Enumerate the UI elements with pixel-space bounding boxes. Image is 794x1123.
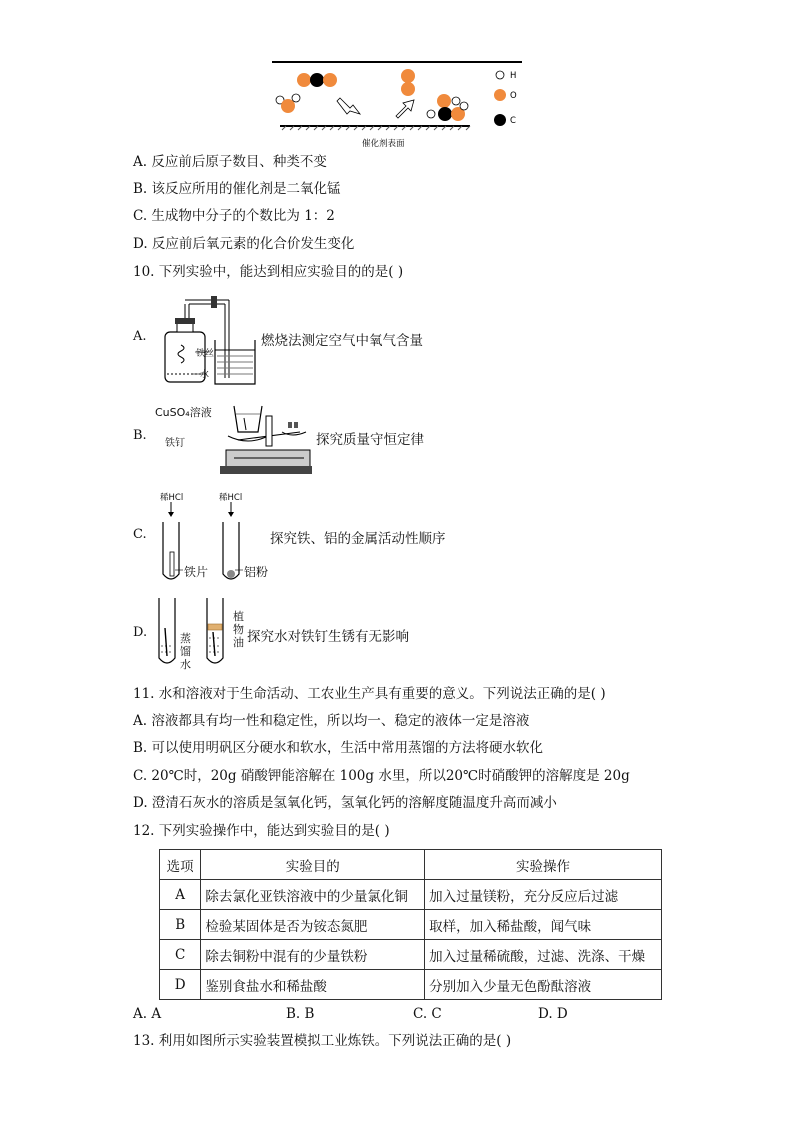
- legend-o-swatch: [494, 89, 506, 101]
- dilute-hcl-label-right: 稀HCl: [219, 493, 243, 503]
- cell-operation: 加入过量镁粉，充分反应后过滤: [425, 880, 662, 910]
- cell-operation: 分别加入少量无色酚酞溶液: [425, 970, 662, 1000]
- q10-option-d-letter: D.: [133, 625, 148, 640]
- iron-sheet-label: 铁片: [184, 565, 209, 579]
- q9-option-d: D. 反应前后氧元素的化合价发生变化: [133, 236, 355, 252]
- q10-option-c-letter: C.: [133, 527, 147, 542]
- vegetable-oil-label: 植物油: [233, 610, 244, 649]
- cell-purpose: 鉴别食盐水和稀盐酸: [201, 970, 425, 1000]
- header-operation: 实验操作: [425, 850, 662, 880]
- table-row: [160, 880, 662, 910]
- cell-option: D: [160, 970, 201, 1000]
- iron-wire-label: 铁丝: [196, 349, 215, 359]
- aluminum-powder-label: 铝粉: [244, 565, 269, 579]
- cell-purpose: 除去氯化亚铁溶液中的少量氯化铜: [201, 880, 425, 910]
- legend-c-swatch: [494, 114, 506, 126]
- table-row: [160, 910, 662, 940]
- table-row: [160, 940, 662, 970]
- cell-purpose: 除去铜粉中混有的少量铁粉: [201, 940, 425, 970]
- q12-table: [159, 849, 662, 1000]
- q10-option-d-text: 探究水对铁钉生锈有无影响: [247, 629, 409, 645]
- q11-option-d: D. 澄清石灰水的溶质是氢氧化钙，氢氧化钙的溶解度随温度升高而减小: [133, 795, 557, 811]
- q10-option-a-text: 燃烧法测定空气中氧气含量: [261, 333, 423, 349]
- q9-option-c: C. 生成物中分子的个数比为 1：2: [133, 208, 335, 224]
- q10-option-c-text: 探究铁、铝的金属活动性顺序: [270, 531, 446, 547]
- header-option: 选项: [160, 850, 201, 880]
- legend-c-label: C: [510, 116, 516, 126]
- cuso4-label: CuSO₄溶液: [155, 406, 212, 419]
- q9-option-a: A. 反应前后原子数目、种类不变: [133, 154, 327, 170]
- distilled-water-label: 蒸馏水: [180, 632, 191, 671]
- table-row: [160, 970, 662, 1000]
- q10-option-b-text: 探究质量守恒定律: [316, 432, 424, 448]
- q11-stem: 11. 水和溶液对于生命活动、工农业生产具有重要的意义。下列说法正确的是( ): [133, 686, 606, 702]
- header-purpose: 实验目的: [201, 850, 425, 880]
- q12-choice-b: B. B: [286, 1006, 315, 1022]
- q9-option-b: B. 该反应所用的催化剂是二氧化锰: [133, 181, 341, 197]
- cell-operation: 取样，加入稀盐酸，闻气味: [425, 910, 662, 940]
- cell-option: C: [160, 940, 201, 970]
- catalyst-reaction-figure: [270, 60, 530, 152]
- q12-choice-c: C. C: [413, 1006, 442, 1022]
- table-header-row: [160, 850, 662, 880]
- cell-operation: 加入过量稀硫酸，过滤、洗涤、干燥: [425, 940, 662, 970]
- cell-option: B: [160, 910, 201, 940]
- q10-option-a-letter: A.: [133, 329, 147, 344]
- q11-option-c: C. 20℃时，20g 硝酸钾能溶解在 100g 水里，所以20℃时硝酸钾的溶解度是 20g: [133, 768, 630, 784]
- q13-stem: 13. 利用如图所示实验装置模拟工业炼铁。下列说法正确的是( ): [133, 1033, 512, 1049]
- q11-option-a: A. 溶液都具有均一性和稳定性，所以均一、稳定的液体一定是溶液: [133, 713, 530, 729]
- q10-stem: 10. 下列实验中，能达到相应实验目的的是( ): [133, 264, 404, 280]
- legend-o-label: O: [510, 91, 517, 101]
- dilute-hcl-label-left: 稀HCl: [160, 493, 184, 503]
- cell-purpose: 检验某固体是否为铵态氮肥: [201, 910, 425, 940]
- q12-choice-a: A. A: [133, 1006, 162, 1022]
- legend-h-label: H: [510, 71, 517, 81]
- legend-h-swatch: [496, 71, 504, 79]
- q11-option-b: B. 可以使用明矾区分硬水和软水，生活中常用蒸馏的方法将硬水软化: [133, 740, 544, 756]
- mass-conservation-balance: [214, 402, 314, 478]
- cell-option: A: [160, 880, 201, 910]
- iron-nail-label: 铁钉: [165, 438, 185, 449]
- rust-test-tubes: [155, 594, 235, 670]
- q10-option-b-letter: B.: [133, 428, 147, 443]
- q12-stem: 12. 下列实验操作中，能达到实验目的是( ): [133, 823, 390, 839]
- surface-label: 催化剂表面: [362, 139, 405, 149]
- q12-choice-d: D. D: [538, 1006, 568, 1022]
- water-label-a: 水: [200, 370, 210, 380]
